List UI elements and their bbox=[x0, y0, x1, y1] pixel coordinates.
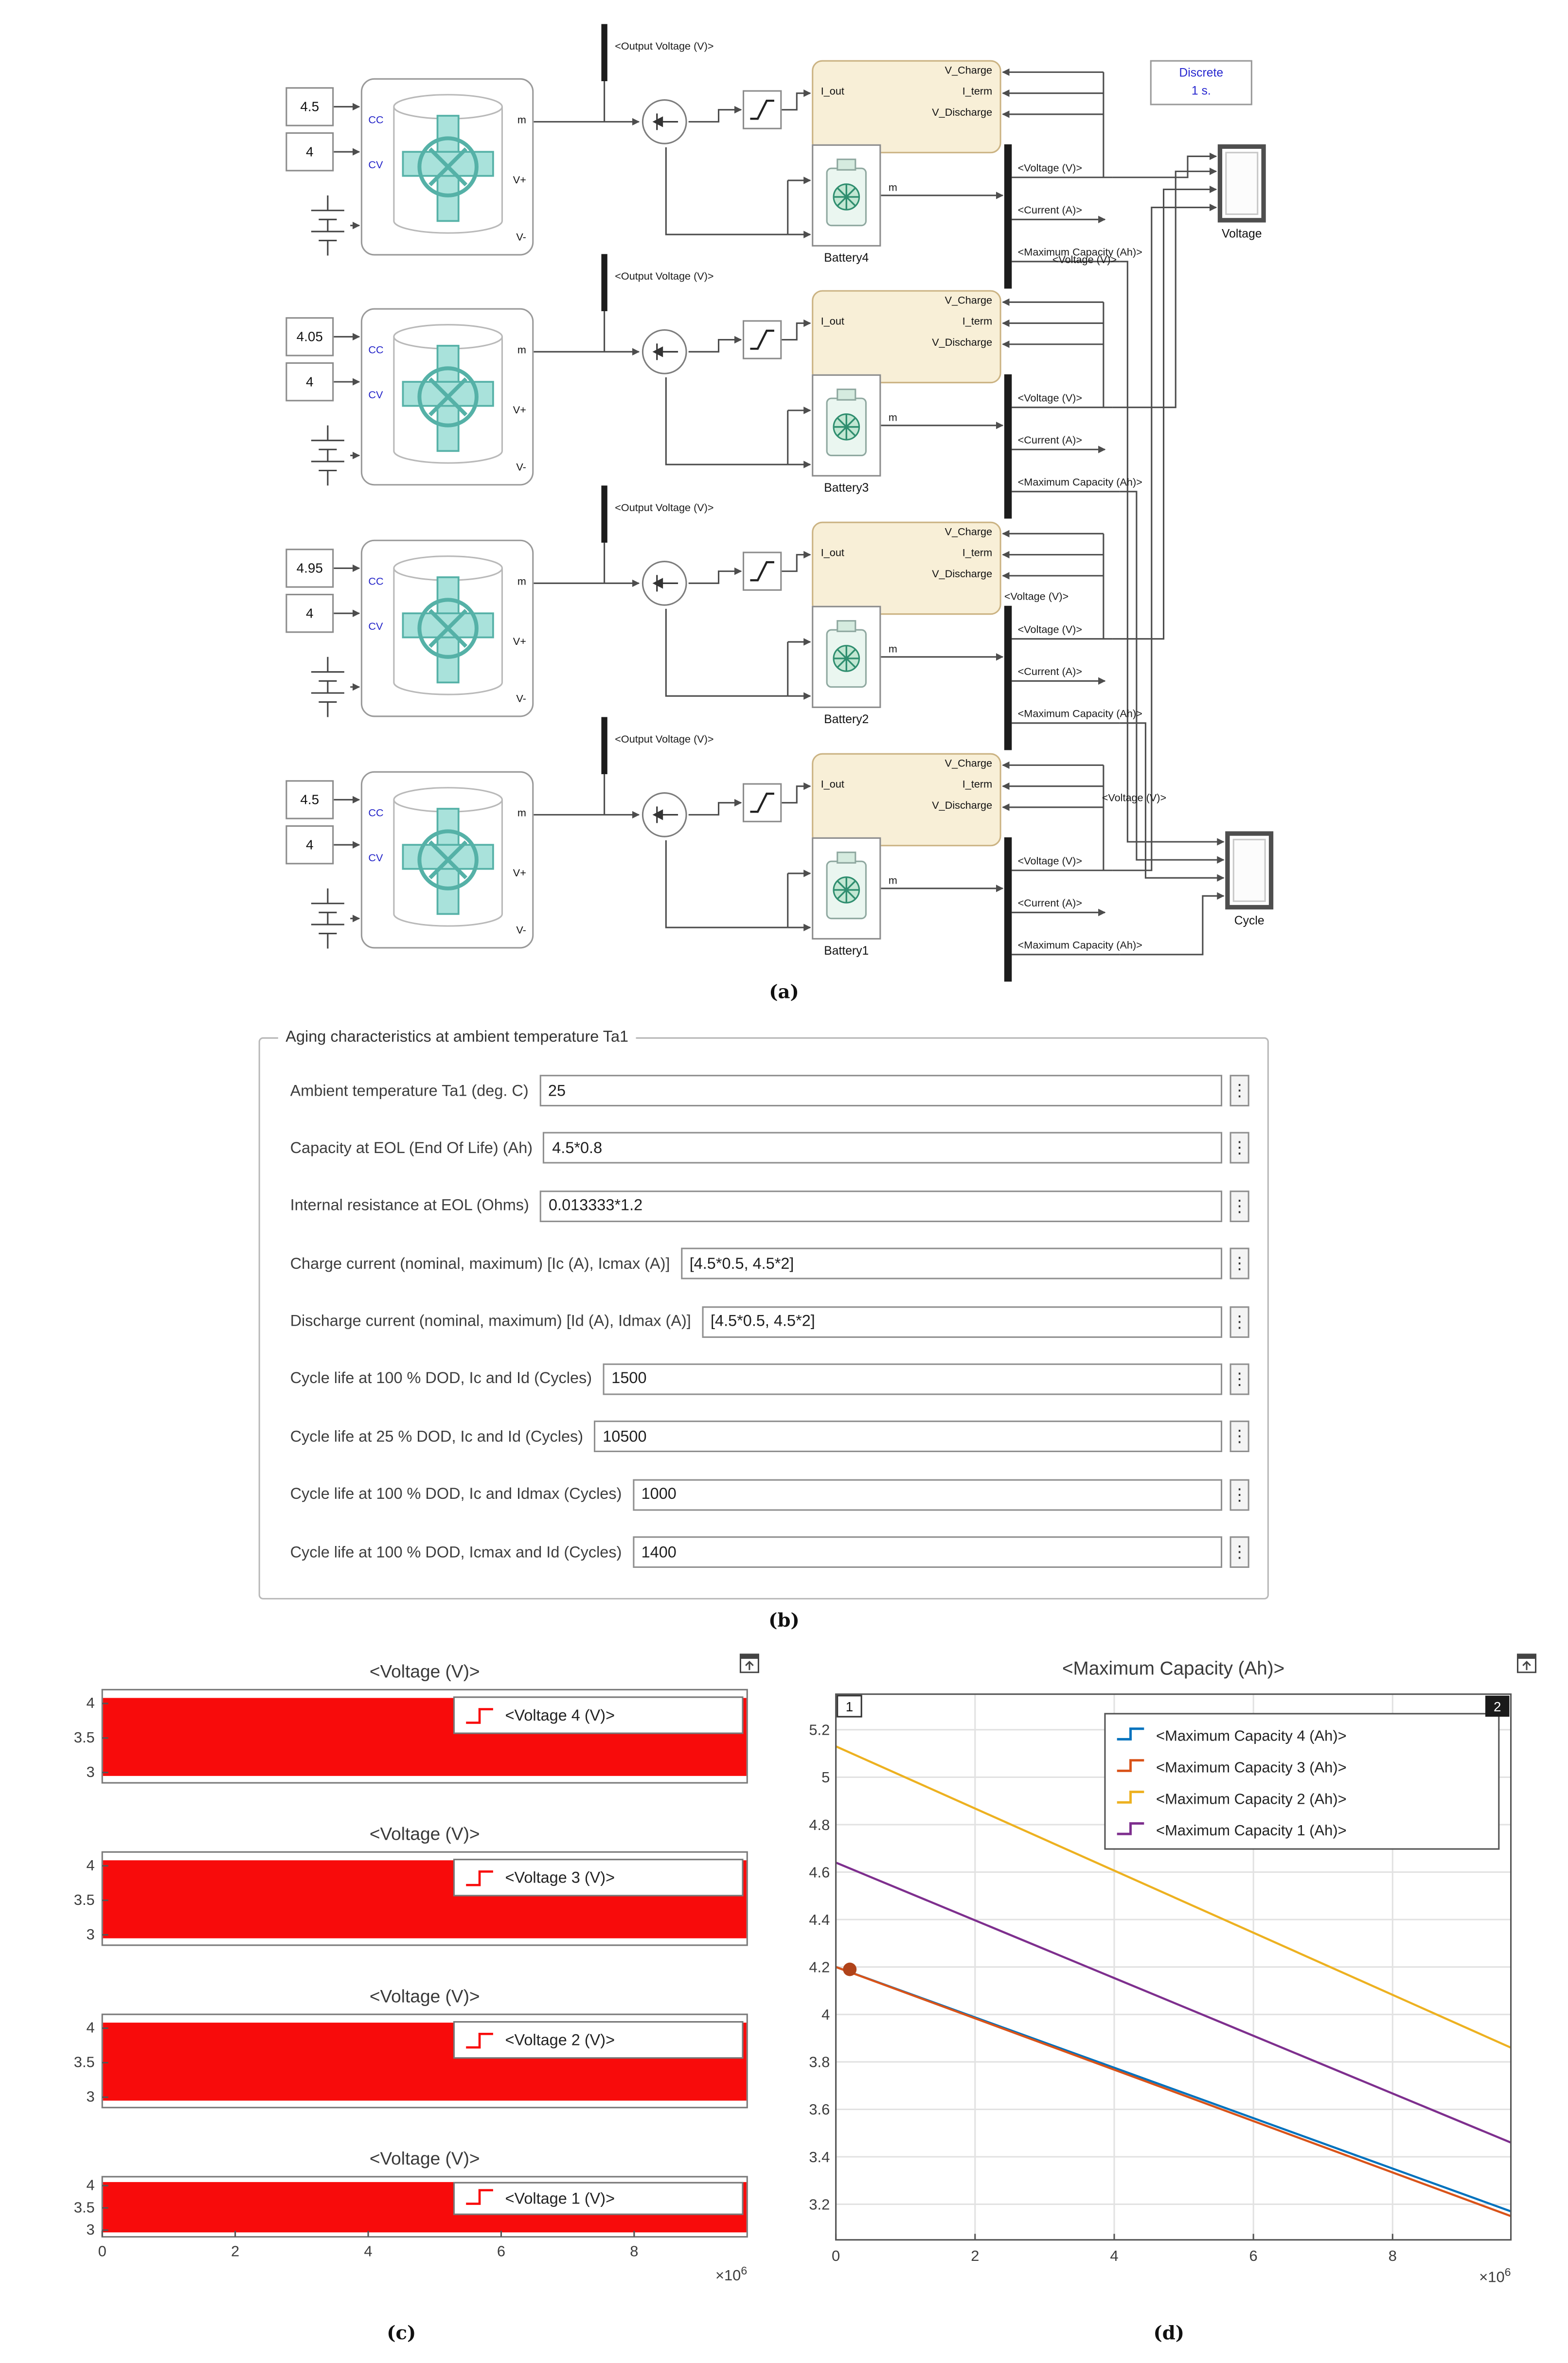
bus-signal-max-capacity: <Maximum Capacity (Ah)> bbox=[1017, 941, 1142, 952]
current-source-graphic bbox=[641, 791, 689, 839]
battery-graphic bbox=[816, 380, 876, 470]
port-label: I_out bbox=[820, 549, 844, 559]
port-label: V_Charge bbox=[944, 527, 993, 538]
port-label: V- bbox=[516, 694, 526, 705]
x-tick: 0 bbox=[832, 2247, 840, 2265]
caption-a: (a) bbox=[769, 980, 799, 1003]
battery-cell-block[interactable] bbox=[812, 144, 881, 247]
dc-source-graphic bbox=[305, 423, 350, 489]
subplot-title: <Voltage (V)> bbox=[369, 1661, 480, 1682]
parameter-input[interactable]: 0.013333*1.2 bbox=[539, 1190, 1222, 1222]
port-label: I_term bbox=[962, 549, 993, 559]
dc-source-block[interactable] bbox=[305, 423, 350, 489]
dc-source-graphic bbox=[305, 654, 350, 720]
output-voltage-tag: <Output Voltage (V)> bbox=[615, 735, 714, 746]
simulink-model-panel bbox=[0, 0, 1568, 995]
x-tick: 2 bbox=[971, 2247, 980, 2265]
parameter-input[interactable]: 25 bbox=[539, 1075, 1222, 1106]
scope-screen bbox=[1225, 152, 1258, 215]
kebab-menu-button[interactable]: ⋮ bbox=[1230, 1421, 1249, 1453]
port-label: I_term bbox=[962, 317, 993, 328]
x-axis-scale: $\times 10^6$ bbox=[1479, 2265, 1511, 2286]
undock-icon[interactable] bbox=[740, 1653, 759, 1673]
port-label: V+ bbox=[513, 406, 526, 417]
controlled-current-source-block[interactable] bbox=[641, 328, 689, 376]
battery-charger-block[interactable] bbox=[361, 308, 534, 486]
x-tick: 4 bbox=[1110, 2247, 1119, 2265]
parameter-label: Cycle life at 100 % DOD, Icmax and Id (Cycles) bbox=[290, 1543, 622, 1562]
output-voltage-mux-bar bbox=[601, 485, 607, 542]
x-tick: 6 bbox=[497, 2242, 506, 2260]
y-tick: 3 bbox=[86, 1925, 95, 1943]
port-label: V+ bbox=[513, 176, 526, 187]
signal-tag-voltage: <Voltage (V)> bbox=[1004, 592, 1069, 603]
voltage-scope-panel bbox=[42, 1651, 761, 2288]
parameter-label: Ambient temperature Ta1 (deg. C) bbox=[290, 1082, 529, 1100]
output-voltage-tag: <Output Voltage (V)> bbox=[615, 503, 714, 515]
y-tick: 4.4 bbox=[809, 1911, 830, 1928]
y-tick: 4 bbox=[86, 2176, 95, 2194]
y-tick: 5.2 bbox=[809, 1721, 830, 1739]
battery-cell-block[interactable] bbox=[812, 837, 881, 940]
charger-graphic bbox=[372, 782, 522, 938]
caption-c: (c) bbox=[387, 2321, 416, 2344]
y-tick: 3 bbox=[86, 1763, 95, 1781]
port-label: V- bbox=[516, 463, 526, 474]
bus-signal-voltage: <Voltage (V)> bbox=[1017, 856, 1083, 868]
bus-signal-voltage: <Voltage (V)> bbox=[1017, 163, 1083, 175]
x-tick: 4 bbox=[364, 2242, 373, 2260]
battery-charger-block[interactable] bbox=[361, 771, 534, 949]
dc-source-graphic bbox=[305, 886, 350, 952]
battery-graphic bbox=[816, 843, 876, 933]
kebab-menu-button[interactable]: ⋮ bbox=[1230, 1363, 1249, 1395]
cursor-1-label: 1 bbox=[845, 1699, 854, 1715]
output-voltage-mux-bar bbox=[601, 254, 607, 311]
subplot-title: <Voltage (V)> bbox=[369, 2148, 480, 2169]
kebab-menu-button[interactable]: ⋮ bbox=[1230, 1248, 1249, 1279]
battery-graphic bbox=[816, 612, 876, 702]
bus-signal-current: <Current (A)> bbox=[1017, 667, 1082, 678]
port-label: m bbox=[517, 345, 526, 356]
port-label: I_out bbox=[820, 87, 844, 98]
voltage-scope-label: Voltage bbox=[1221, 227, 1262, 241]
parameter-row bbox=[290, 1363, 1249, 1395]
kebab-menu-button[interactable]: ⋮ bbox=[1230, 1075, 1249, 1106]
legend-label: <Maximum Capacity 4 (Ah)> bbox=[1156, 1727, 1347, 1744]
port-label: CC bbox=[368, 577, 384, 588]
solver-info-badge bbox=[1150, 60, 1252, 106]
y-tick: 4 bbox=[86, 2019, 95, 2036]
charger-graphic bbox=[372, 89, 522, 245]
battery-name-label: Battery3 bbox=[824, 481, 869, 495]
port-label: V_Charge bbox=[944, 296, 993, 307]
y-tick: 3 bbox=[86, 2088, 95, 2105]
controlled-current-source-block[interactable] bbox=[641, 791, 689, 839]
parameter-label: Cycle life at 25 % DOD, Ic and Id (Cycles) bbox=[290, 1428, 584, 1446]
charge-controller-block[interactable] bbox=[812, 290, 1001, 384]
constant-block-cv-setpoint[interactable]: 4 bbox=[285, 132, 334, 171]
parameter-input[interactable]: [4.5*0.5, 4.5*2] bbox=[680, 1248, 1222, 1279]
saturation-graphic bbox=[744, 92, 780, 128]
cursor-2-label: 2 bbox=[1494, 1699, 1501, 1715]
constant-block-cc-setpoint[interactable]: 4.5 bbox=[285, 87, 334, 126]
saturation-graphic bbox=[744, 785, 780, 821]
saturation-graphic bbox=[744, 321, 780, 357]
bus-selector-bar bbox=[1004, 606, 1012, 750]
output-voltage-mux-bar bbox=[601, 24, 607, 81]
x-tick: 0 bbox=[98, 2242, 107, 2260]
current-source-graphic bbox=[641, 559, 689, 607]
solver-type: Discrete bbox=[1179, 66, 1224, 80]
dc-source-block[interactable] bbox=[305, 654, 350, 720]
constant-block-cv-setpoint[interactable]: 4 bbox=[285, 362, 334, 401]
constant-block-cc-setpoint[interactable]: 4.5 bbox=[285, 780, 334, 819]
bus-signal-current: <Current (A)> bbox=[1017, 206, 1082, 217]
port-label: CV bbox=[368, 853, 383, 865]
parameter-label: Charge current (nominal, maximum) [Ic (A), Icmax (A)] bbox=[290, 1255, 670, 1273]
parameter-input[interactable]: 1500 bbox=[603, 1363, 1222, 1395]
constant-block-cv-setpoint[interactable]: 4 bbox=[285, 594, 334, 633]
kebab-menu-button[interactable]: ⋮ bbox=[1230, 1190, 1249, 1222]
parameter-label: Cycle life at 100 % DOD, Ic and Id (Cycles) bbox=[290, 1370, 592, 1388]
parameter-label: Capacity at EOL (End Of Life) (Ah) bbox=[290, 1139, 533, 1157]
port-label: I_term bbox=[962, 87, 993, 98]
dc-source-block[interactable] bbox=[305, 886, 350, 952]
cycle-scope-block[interactable] bbox=[1225, 831, 1273, 909]
saturation-block[interactable] bbox=[743, 320, 782, 359]
port-label: CC bbox=[368, 345, 384, 356]
parameter-row bbox=[290, 1536, 1249, 1568]
port-label: V_Discharge bbox=[932, 108, 993, 119]
port-label: V_Charge bbox=[944, 66, 993, 77]
caption-b: (b) bbox=[768, 1608, 800, 1631]
caption-d: (d) bbox=[1153, 2321, 1185, 2344]
bus-signal-voltage: <Voltage (V)> bbox=[1017, 393, 1083, 405]
port-label: I_out bbox=[820, 780, 844, 791]
y-tick: 4 bbox=[86, 1694, 95, 1712]
parameter-input[interactable]: [4.5*0.5, 4.5*2] bbox=[701, 1306, 1222, 1337]
simulink-blocks-layer bbox=[0, 0, 1568, 995]
chart-title: <Maximum Capacity (Ah)> bbox=[1062, 1658, 1285, 1679]
bus-selector-bar bbox=[1004, 837, 1012, 982]
signal-tag-voltage: <Voltage (V)> bbox=[1102, 794, 1167, 804]
port-label: I_term bbox=[962, 780, 993, 791]
legend-label: <Voltage 1 (V)> bbox=[505, 2189, 615, 2207]
saturation-graphic bbox=[744, 553, 780, 589]
charge-controller-block[interactable] bbox=[812, 522, 1001, 615]
parameter-rows bbox=[290, 1075, 1249, 1568]
bus-signal-max-capacity: <Maximum Capacity (Ah)> bbox=[1017, 248, 1142, 259]
subplot-title: <Voltage (V)> bbox=[369, 1823, 480, 1844]
port-label: CC bbox=[368, 116, 384, 126]
constant-block-cc-setpoint[interactable]: 4.95 bbox=[285, 549, 334, 587]
port-label: CV bbox=[368, 391, 383, 402]
battery-m-port-label: m bbox=[888, 183, 897, 194]
parameter-input[interactable]: 4.5*0.8 bbox=[543, 1133, 1222, 1164]
bus-signal-max-capacity: <Maximum Capacity (Ah)> bbox=[1017, 709, 1142, 720]
cycle-scope-label: Cycle bbox=[1234, 914, 1265, 928]
dc-source-block[interactable] bbox=[305, 193, 350, 259]
scope-screen bbox=[1233, 839, 1266, 902]
bus-selector-bar bbox=[1004, 144, 1012, 289]
port-label: m bbox=[517, 116, 526, 126]
x-tick: 8 bbox=[1388, 2247, 1397, 2265]
x-tick: 6 bbox=[1249, 2247, 1258, 2265]
port-label: V+ bbox=[513, 869, 526, 880]
port-label: V- bbox=[516, 233, 526, 244]
output-voltage-tag: <Output Voltage (V)> bbox=[615, 42, 714, 53]
dc-source-graphic bbox=[305, 193, 350, 259]
subplot-title: <Voltage (V)> bbox=[369, 1986, 480, 2007]
battery-m-port-label: m bbox=[888, 645, 897, 656]
charge-controller-block[interactable] bbox=[812, 753, 1001, 847]
capacity-scope-panel bbox=[797, 1651, 1541, 2288]
y-tick: 3.5 bbox=[73, 1729, 95, 1746]
kebab-menu-button[interactable]: ⋮ bbox=[1230, 1536, 1249, 1568]
bus-signal-max-capacity: <Maximum Capacity (Ah)> bbox=[1017, 478, 1142, 489]
legend-label: <Maximum Capacity 2 (Ah)> bbox=[1156, 1790, 1347, 1808]
series-marker bbox=[843, 1963, 856, 1976]
parameter-row bbox=[290, 1075, 1249, 1106]
bus-signal-voltage: <Voltage (V)> bbox=[1017, 625, 1083, 636]
signal-tag-voltage: <Voltage (V)> bbox=[1052, 255, 1117, 267]
battery-name-label: Battery4 bbox=[824, 251, 869, 265]
battery-name-label: Battery2 bbox=[824, 712, 869, 727]
current-source-graphic bbox=[641, 328, 689, 376]
parameter-row bbox=[290, 1479, 1249, 1510]
aging-parameters-dialog bbox=[259, 1028, 1269, 1599]
parameter-row bbox=[290, 1248, 1249, 1279]
port-label: CC bbox=[368, 809, 384, 819]
constant-block-cc-setpoint[interactable]: 4.05 bbox=[285, 317, 334, 356]
saturation-block[interactable] bbox=[743, 783, 782, 822]
bus-signal-current: <Current (A)> bbox=[1017, 899, 1082, 910]
y-tick: 4.8 bbox=[809, 1816, 830, 1833]
parameter-row bbox=[290, 1133, 1249, 1164]
legend-label: <Maximum Capacity 3 (Ah)> bbox=[1156, 1759, 1347, 1776]
parameter-row bbox=[290, 1306, 1249, 1337]
port-label: V_Charge bbox=[944, 759, 993, 770]
voltage-scope-block[interactable] bbox=[1218, 144, 1266, 223]
solver-step: 1 s. bbox=[1191, 84, 1211, 98]
battery-graphic bbox=[816, 150, 876, 240]
kebab-menu-button[interactable]: ⋮ bbox=[1230, 1306, 1249, 1337]
kebab-menu-button[interactable]: ⋮ bbox=[1230, 1133, 1249, 1164]
capacity-plot bbox=[797, 1651, 1541, 2295]
parameter-label: Discharge current (nominal, maximum) [Id (A), Idmax (A)] bbox=[290, 1312, 691, 1331]
y-tick: 5 bbox=[821, 1769, 830, 1786]
x-tick: 2 bbox=[231, 2242, 240, 2260]
port-label: V_Discharge bbox=[932, 569, 993, 581]
y-tick: 3.5 bbox=[73, 1891, 95, 1908]
parameter-label: Cycle life at 100 % DOD, Ic and Idmax (Cycles) bbox=[290, 1485, 622, 1504]
y-tick: 3 bbox=[86, 2221, 95, 2239]
bus-selector-bar bbox=[1004, 374, 1012, 519]
battery-m-port-label: m bbox=[888, 876, 897, 887]
y-tick: 3.2 bbox=[809, 2196, 830, 2213]
x-axis-scale: $\times 10^6$ bbox=[715, 2264, 748, 2284]
y-tick: 4.2 bbox=[809, 1958, 830, 1976]
port-label: m bbox=[517, 809, 526, 819]
port-label: V+ bbox=[513, 637, 526, 648]
battery-cell-block[interactable] bbox=[812, 374, 881, 477]
battery-name-label: Battery1 bbox=[824, 944, 869, 958]
legend-label: <Voltage 2 (V)> bbox=[505, 2031, 615, 2049]
port-label: CV bbox=[368, 160, 383, 172]
charger-graphic bbox=[372, 550, 522, 706]
battery-m-port-label: m bbox=[888, 413, 897, 424]
charger-graphic bbox=[372, 319, 522, 475]
y-tick: 3.4 bbox=[809, 2148, 830, 2166]
output-voltage-mux-bar bbox=[601, 717, 607, 774]
parameter-input[interactable]: 1400 bbox=[632, 1536, 1222, 1568]
undock-icon[interactable] bbox=[1517, 1653, 1536, 1673]
saturation-block[interactable] bbox=[743, 90, 782, 129]
dialog-group-title: Aging characteristics at ambient temperature Ta1 bbox=[278, 1028, 636, 1046]
port-label: I_out bbox=[820, 317, 844, 328]
bus-signal-current: <Current (A)> bbox=[1017, 436, 1082, 447]
y-tick: 3.5 bbox=[73, 2199, 95, 2216]
parameter-input[interactable]: 10500 bbox=[594, 1421, 1222, 1453]
port-label: V_Discharge bbox=[932, 801, 993, 812]
voltage-subplots bbox=[42, 1651, 761, 2295]
controlled-current-source-block[interactable] bbox=[641, 559, 689, 607]
legend-label: <Voltage 3 (V)> bbox=[505, 1868, 615, 1886]
battery-charger-block[interactable] bbox=[361, 540, 534, 717]
constant-block-cv-setpoint[interactable]: 4 bbox=[285, 825, 334, 864]
charge-controller-block[interactable] bbox=[812, 60, 1001, 154]
x-tick: 8 bbox=[630, 2242, 639, 2260]
controlled-current-source-block[interactable] bbox=[641, 98, 689, 146]
saturation-block[interactable] bbox=[743, 551, 782, 590]
y-tick: 3.5 bbox=[73, 2053, 95, 2071]
legend-label: <Maximum Capacity 1 (Ah)> bbox=[1156, 1822, 1347, 1839]
parameter-input[interactable]: 1000 bbox=[632, 1479, 1222, 1510]
output-voltage-tag: <Output Voltage (V)> bbox=[615, 272, 714, 283]
y-tick: 4 bbox=[86, 1856, 95, 1874]
parameter-row bbox=[290, 1421, 1249, 1453]
y-tick: 3.6 bbox=[809, 2101, 830, 2118]
port-label: m bbox=[517, 577, 526, 588]
battery-cell-block[interactable] bbox=[812, 606, 881, 708]
parameter-label: Internal resistance at EOL (Ohms) bbox=[290, 1197, 529, 1215]
y-tick: 4 bbox=[821, 2006, 830, 2024]
battery-charger-block[interactable] bbox=[361, 78, 534, 256]
y-tick: 3.8 bbox=[809, 2053, 830, 2071]
parameter-row bbox=[290, 1190, 1249, 1222]
kebab-menu-button[interactable]: ⋮ bbox=[1230, 1479, 1249, 1510]
port-label: V_Discharge bbox=[932, 338, 993, 349]
port-label: V- bbox=[516, 926, 526, 937]
port-label: CV bbox=[368, 622, 383, 633]
y-tick: 4.6 bbox=[809, 1864, 830, 1881]
legend-label: <Voltage 4 (V)> bbox=[505, 1706, 615, 1724]
current-source-graphic bbox=[641, 98, 689, 146]
